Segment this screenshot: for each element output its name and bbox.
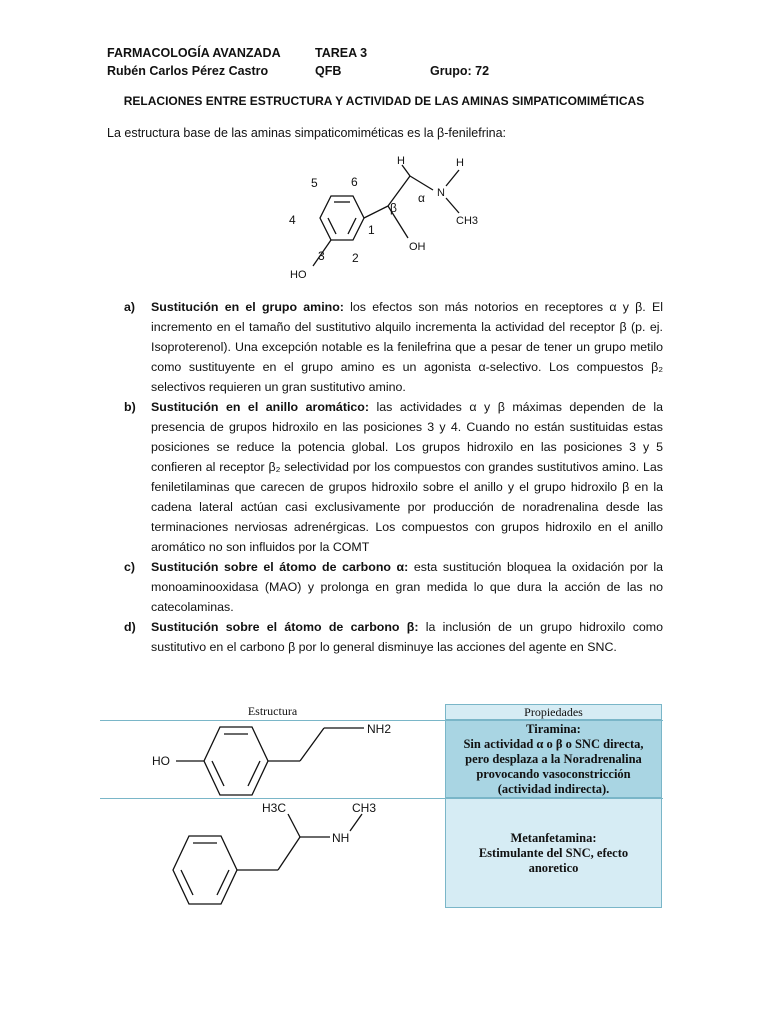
label-oh: OH xyxy=(409,241,426,253)
label-h1: H xyxy=(397,155,405,167)
label-h3c: H3C xyxy=(262,801,287,815)
property-line: Tiramina: xyxy=(526,721,581,736)
column-header-properties: Propiedades xyxy=(445,704,662,720)
item-heading: Sustitución en el anillo aromático: xyxy=(151,400,369,414)
item-label: d) xyxy=(124,620,136,634)
intro-text: La estructura base de las aminas simpaticomiméticas es la β-fenilefrina: xyxy=(107,126,507,140)
position-4: 4 xyxy=(289,213,296,227)
item-label: c) xyxy=(124,560,136,574)
item-heading: Sustitución sobre el átomo de carbono β: xyxy=(151,620,419,634)
property-line: Metanfetamina: xyxy=(510,830,597,845)
item-label: a) xyxy=(124,300,136,314)
property-line: (actividad indirecta). xyxy=(497,781,610,796)
label-beta: β xyxy=(390,201,397,215)
list-item xyxy=(124,557,663,617)
label-h2: H xyxy=(456,157,464,169)
list-item xyxy=(124,297,663,397)
item-label: b) xyxy=(124,400,136,414)
item-body: las actividades α y β máximas dependen de la presencia de grupos hidroxilo en las posiciones 3 y 4. Cuando no están sustituidas estas posiciones se reduce la potencia global. Los grupos hidroxilo en las posiciones 3 y 5 confieren al receptor β₂ selectividad por los compuestos con grandes sustitutivos amino. Las feniletilaminas que carecen de grupos hidroxilo sobre el anillo y el grupo hidroxilo β en la cadena lateral actúan casi exclusivamente por producción de noradrenalina desde las terminaciones nerviosas adrenérgicas. Los compuestos con grupos hidroxilo en el anillo aromático no son influidos por la COMT xyxy=(151,400,663,554)
position-1: 1 xyxy=(368,223,375,237)
position-2: 2 xyxy=(352,251,359,265)
position-3: 3 xyxy=(318,249,325,263)
phenylephrine-structure xyxy=(270,150,520,290)
label-ho: HO xyxy=(152,754,170,768)
item-body: la inclusión de un grupo hidroxilo como sustitutivo en el carbono β por lo general disminuye las acciones del agente en SNC. xyxy=(151,620,664,654)
property-line: Estimulante del SNC, efecto xyxy=(478,845,629,860)
label-nh2: NH2 xyxy=(367,722,392,736)
column-header-structure: Estructura xyxy=(247,704,298,718)
document-title: RELACIONES ENTRE ESTRUCTURA Y ACTIVIDAD DE LAS AMINAS SIMPATICOMIMÉTICAS xyxy=(123,94,645,108)
properties-text xyxy=(463,722,643,797)
label-ch3: CH3 xyxy=(352,801,377,815)
label-ch3: CH3 xyxy=(456,215,479,227)
label-alpha: α xyxy=(418,191,425,205)
tyramine-properties xyxy=(445,720,662,798)
label-ho: HO xyxy=(290,269,307,281)
property-line: pero desplaza a la Noradrenalina xyxy=(465,751,642,766)
group-label: Grupo: 72 xyxy=(430,64,490,78)
item-heading: Sustitución sobre el átomo de carbono α: xyxy=(151,560,409,574)
label-nh: NH xyxy=(332,831,350,845)
list-item xyxy=(124,397,663,557)
author-name: Rubén Carlos Pérez Castro xyxy=(107,64,269,78)
degree-label: QFB xyxy=(315,64,342,78)
properties-text xyxy=(479,831,628,876)
position-5: 5 xyxy=(311,176,318,190)
methamphetamine-properties xyxy=(445,798,662,908)
list-item xyxy=(124,617,663,657)
methamphetamine-structure xyxy=(160,800,440,910)
substitution-list xyxy=(124,297,663,657)
tyramine-structure xyxy=(140,718,440,800)
item-body: esta sustitución bloquea la oxidación por la monoaminooxidasa (MAO) y prolonga en gran medida lo que dura la acción de las no catecolaminas. xyxy=(151,560,663,614)
item-body: los efectos son más notorios en receptores α y β. El incremento en el tamaño del sustitutivo alquilo incrementa la actividad del receptor β (p. ej. Isoproterenol). Una excepción notable es la fenilefrina que a pesar de tener un grupo metilo como sustituyente en el grupo amino es un agonista α-selectivo. Los compuestos β₂ selectivos requieren un gran sustitutivo amino. xyxy=(151,300,663,394)
position-6: 6 xyxy=(351,175,358,189)
course-name: FARMACOLOGÍA AVANZADA xyxy=(107,46,281,60)
item-heading: Sustitución en el grupo amino: xyxy=(151,300,344,314)
property-line: Sin actividad α o β o SNC directa, xyxy=(463,736,644,751)
label-n: N xyxy=(437,187,445,199)
task-label: TAREA 3 xyxy=(315,46,368,60)
property-line: anoretico xyxy=(528,860,579,875)
property-line: provocando vasoconstricción xyxy=(476,766,631,781)
